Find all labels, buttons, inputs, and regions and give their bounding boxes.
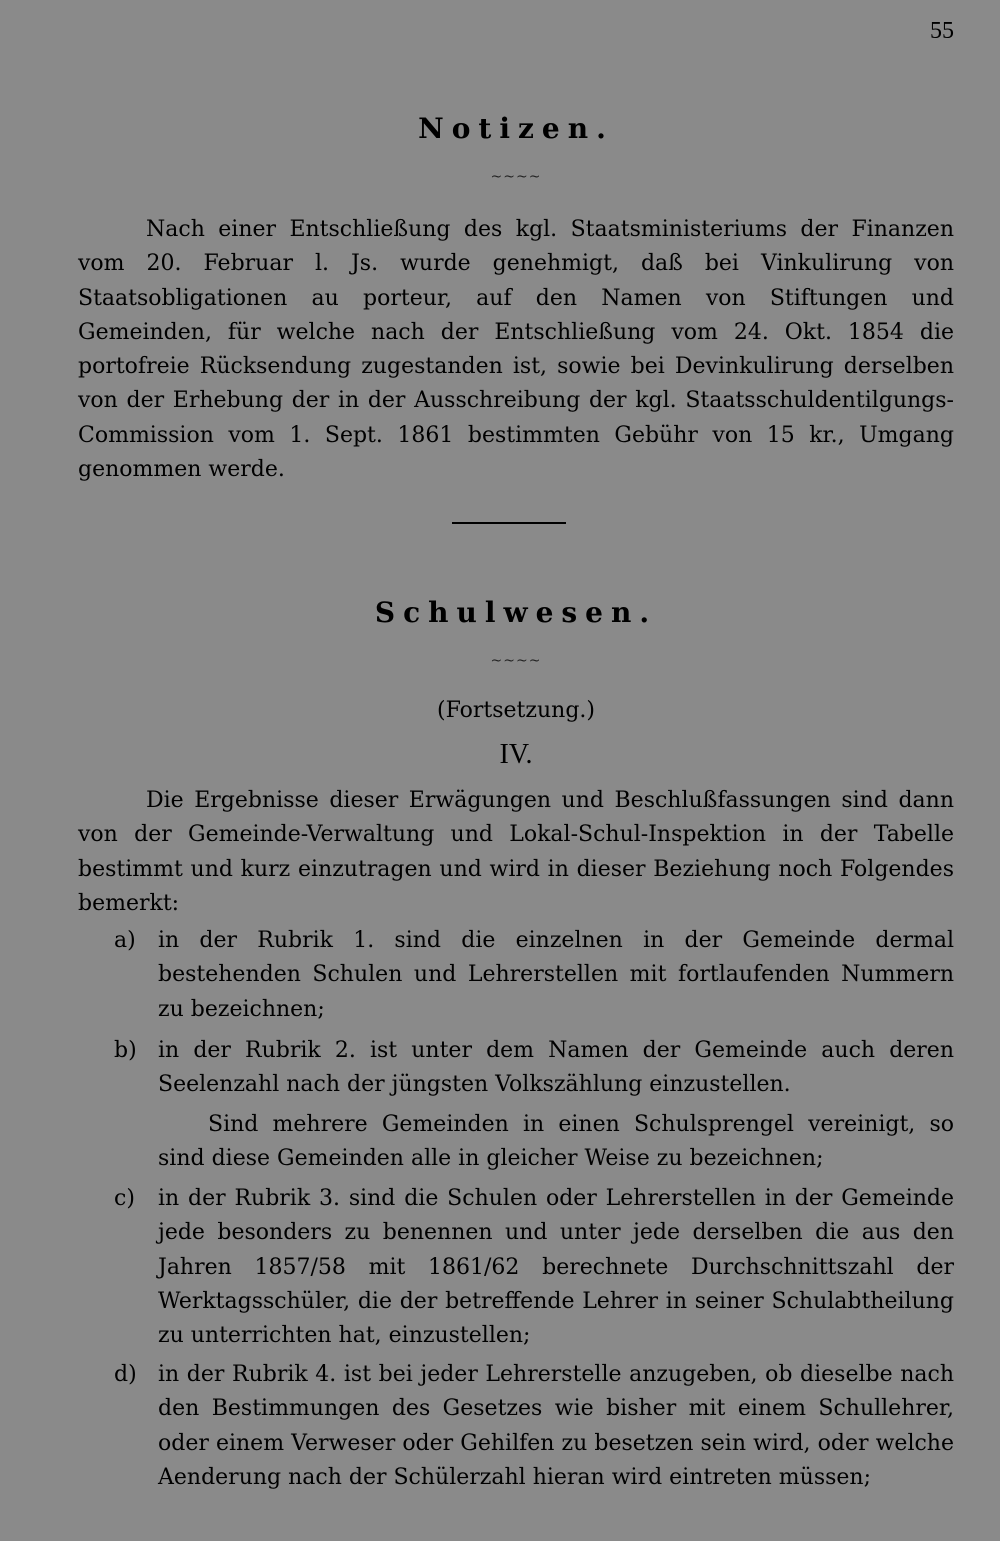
item-text: in der Rubrik 2. ist unter dem Namen der Gemeinde auch deren Seelenzahl nach der jüngsten Volkszählung einzustellen. — [158, 1038, 954, 1098]
item-text: in der Rubrik 3. sind die Schulen oder Lehrerstellen in der Gemeinde jede besonders zu benennen und unter jede derselben die aus den Jahren 1857/58 mit 1861/62 berechnete Durchschnittszahl der Werktagsschüler, die der betreffende Lehrer in seiner Schulabtheilung zu unterrichten hat, einzustellen; — [158, 1186, 954, 1349]
notizen-body — [78, 213, 954, 487]
schulwesen-heading: Schulwesen. — [374, 596, 658, 629]
section-divider — [452, 522, 566, 524]
item-b-sub — [78, 1108, 954, 1177]
schulwesen-ornament: ~~~~ — [490, 653, 542, 669]
item-label: b) — [114, 1038, 137, 1063]
item-sub — [78, 1108, 954, 1177]
item-text: in der Rubrik 1. sind die einzelnen in der Gemeinde dermal bestehenden Schulen und Lehrerstellen mit fortlaufenden Nummern zu bezeichnen; — [158, 928, 954, 1022]
section-number: IV. — [499, 739, 533, 770]
notizen-ornament-wrap — [78, 170, 954, 184]
continuation-label: (Fortsetzung.) — [437, 698, 595, 723]
item-label: c) — [114, 1186, 135, 1211]
list-item — [78, 924, 954, 1027]
item-label: d) — [114, 1362, 137, 1387]
item-text: in der Rubrik 4. ist bei jeder Lehrerstelle anzugeben, ob dieselbe nach den Bestimmungen des Gesetzes wie bisher mit einem Schullehrer, oder einem Verweser oder Gehilfen zu besetzen sein wird, oder welche Aenderung nach der Schülerzahl hieran wird eintreten müssen; — [158, 1362, 954, 1490]
list-item — [78, 1034, 954, 1103]
item-d — [78, 1358, 954, 1495]
notizen-paragraph: Nach einer Entschließung des kgl. Staatsministeriums der Finanzen vom 20. Februar l. Js. wurde genehmigt, daß bei Vinkulirung von Staatsobligationen au porteur, auf den Namen von Stiftungen und Gemeinden, für welche nach der Entschließung vom 24. Okt. 1854 die portofreie Rücksendung zugestanden ist, sowie bei Devinkulirung derselben von der Erhebung der in der Ausschreibung der kgl. Staatsschuldentilgungs-Commission vom 1. Sept. 1861 bestimmten Gebühr von 15 kr., Umgang genommen werde. — [78, 217, 954, 483]
notizen-heading: Notizen. — [418, 112, 614, 145]
continuation-wrap — [78, 694, 954, 728]
list-item — [78, 1182, 954, 1353]
item-a — [78, 924, 954, 1027]
item-c — [78, 1182, 954, 1353]
notizen-section — [78, 112, 954, 145]
section-number-wrap — [78, 738, 954, 772]
item-label: a) — [114, 928, 136, 953]
notizen-ornament: ~~~~ — [490, 169, 542, 185]
item-sub-text: Sind mehrere Gemeinden in einen Schulsprengel vereinigt, so sind diese Gemeinden alle in gleicher Weise zu bezeichnen; — [158, 1112, 954, 1172]
page-number: 55 — [930, 18, 954, 44]
schulwesen-section — [78, 596, 954, 629]
list-item — [78, 1358, 954, 1495]
item-b — [78, 1034, 954, 1103]
intro-paragraph: Die Ergebnisse dieser Erwägungen und Beschlußfassungen sind dann von der Gemeinde-Verwaltung und Lokal-Schul-Inspektion in der Tabelle bestimmt und kurz einzutragen und wird in dieser Beziehung noch Folgendes bemerkt: — [78, 788, 954, 916]
schulwesen-ornament-wrap — [78, 654, 954, 668]
schulwesen-body — [78, 784, 954, 921]
